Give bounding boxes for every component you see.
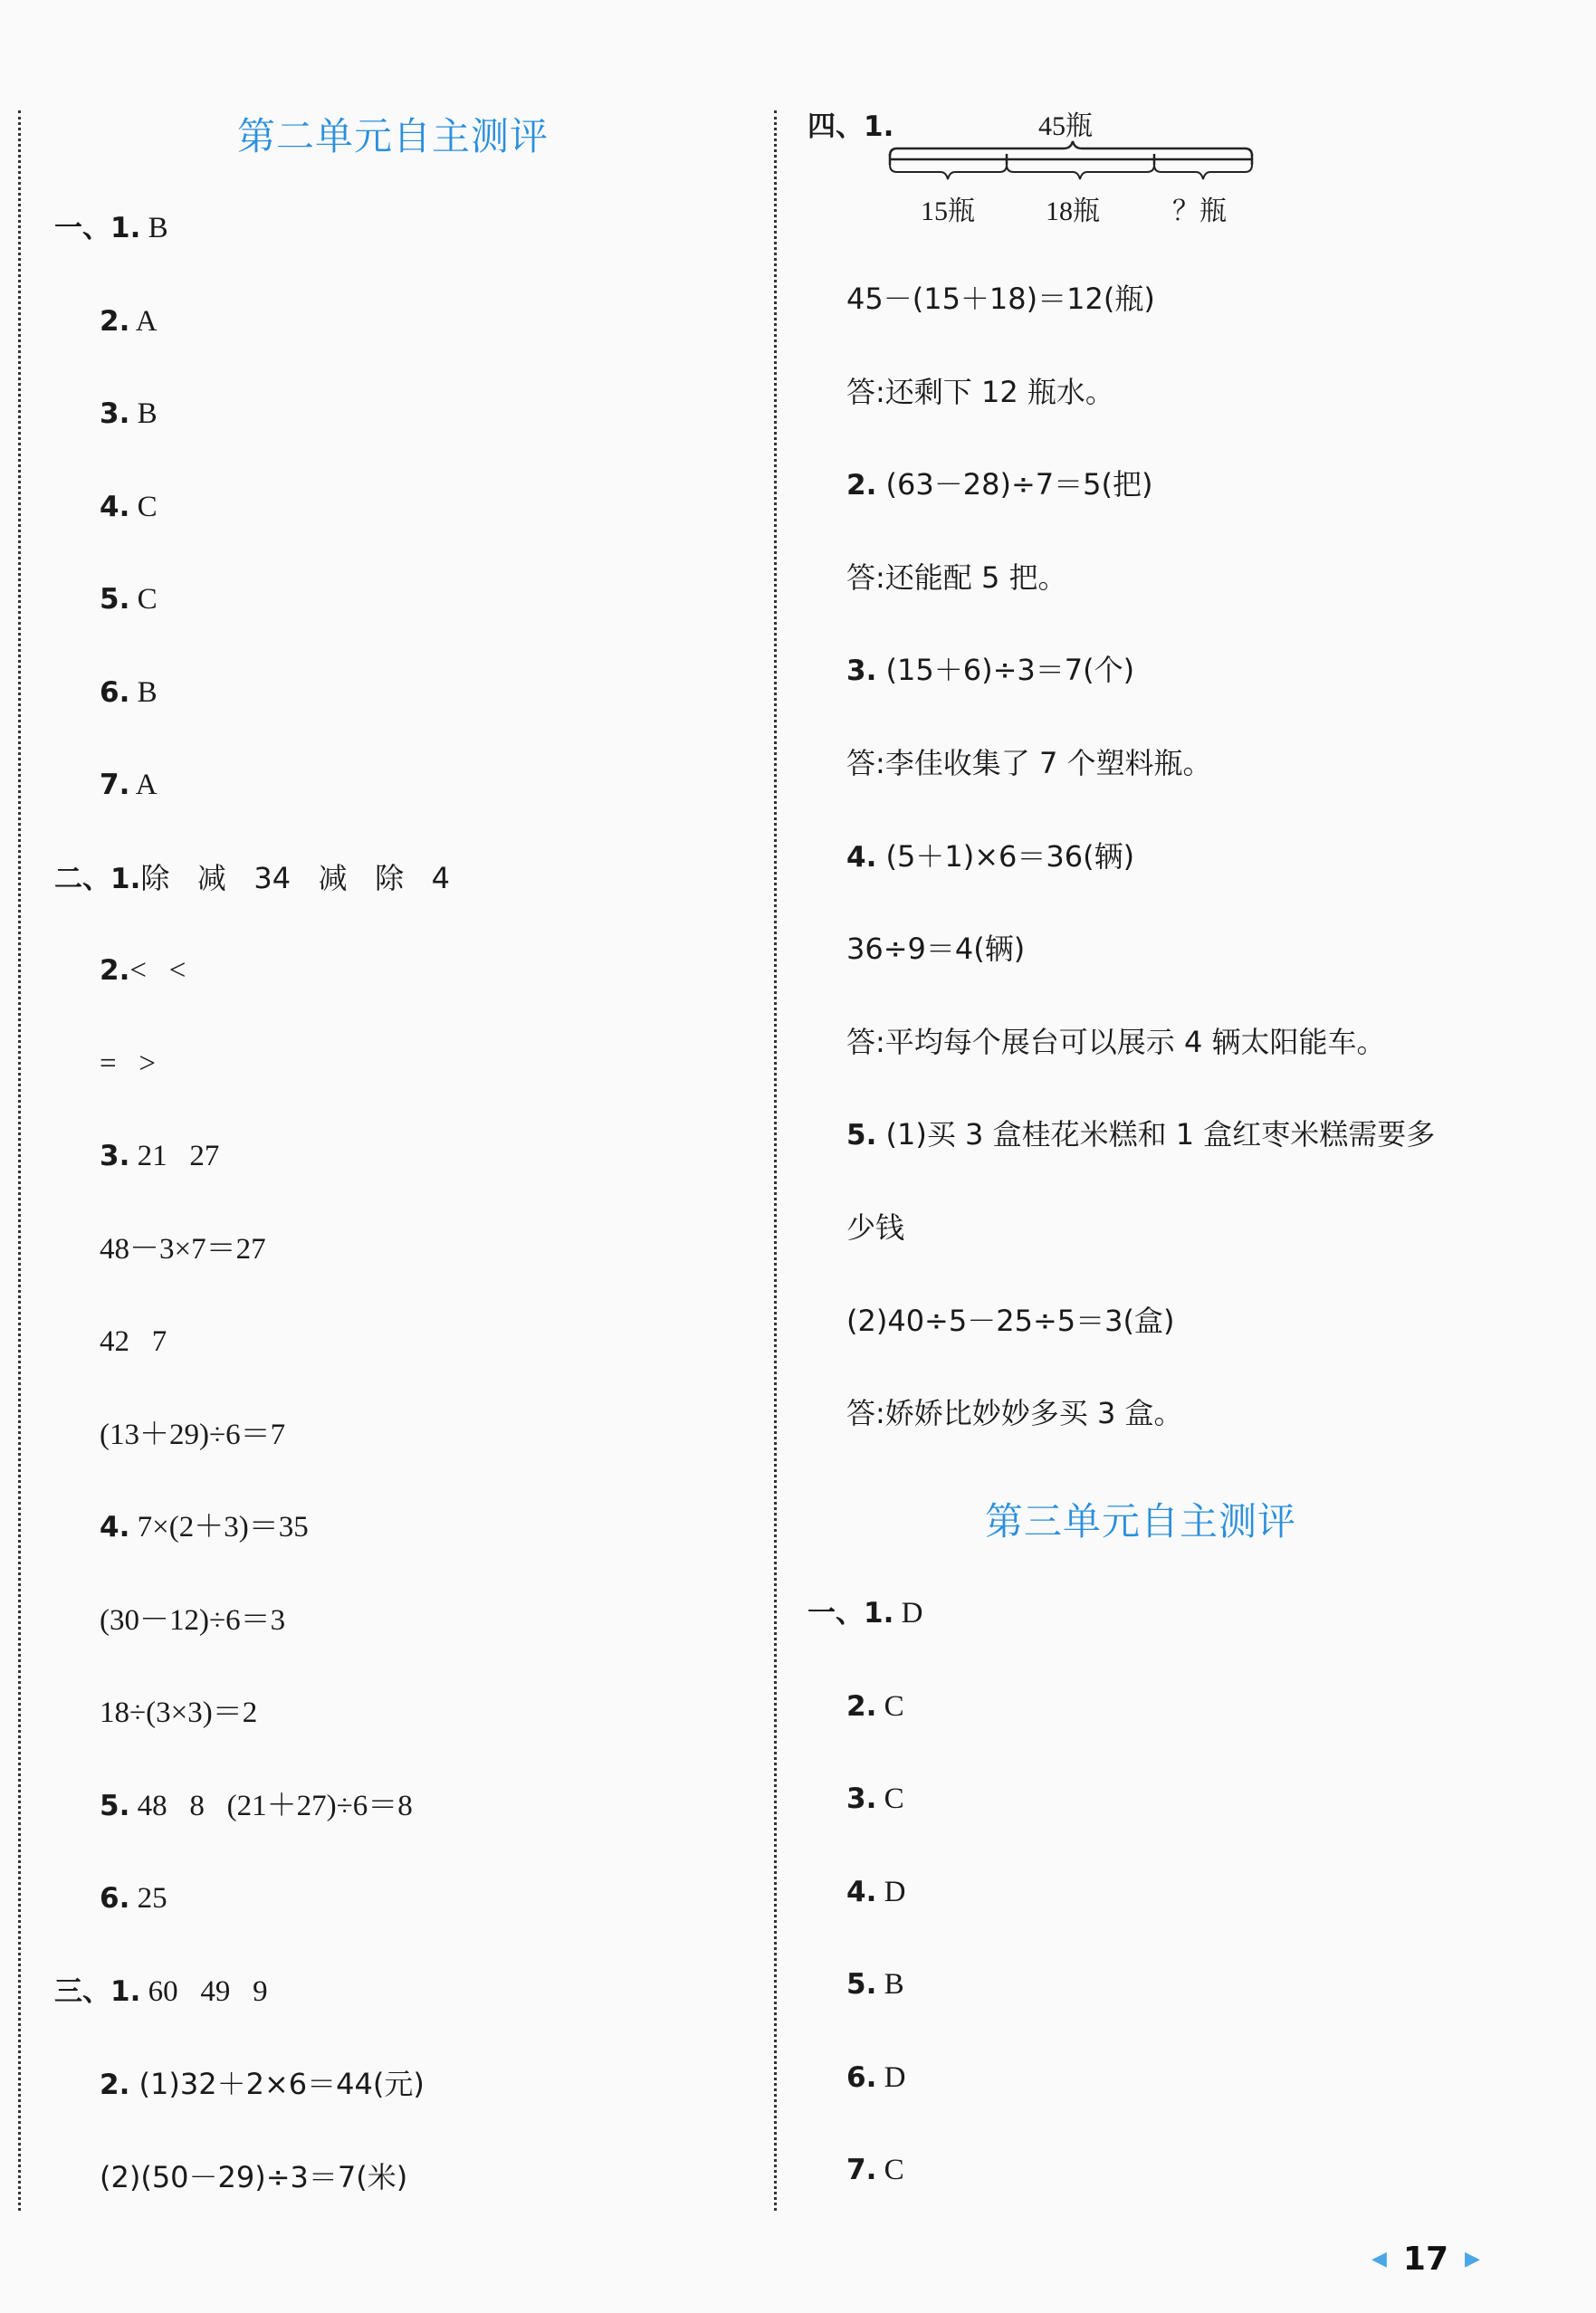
answer-text: (1)32＋2×6＝44(元) — [129, 2067, 425, 2101]
item-number: 二、1. — [54, 862, 141, 895]
answer-line — [100, 952, 186, 989]
answer-text: 21 27 — [129, 1140, 220, 1172]
answer-text: < < — [129, 954, 186, 987]
item-number: 5. — [100, 583, 130, 616]
answer-line — [846, 745, 1212, 782]
answer-line — [100, 1695, 257, 1731]
answer-line — [100, 303, 158, 339]
answer-line — [100, 581, 158, 617]
item-number: 3. — [846, 1783, 877, 1815]
answer-text: 答:还能配 5 把。 — [846, 559, 1067, 595]
answer-text: (15＋6)÷3＝7(个) — [876, 653, 1135, 688]
page-number: 17 — [1402, 2240, 1449, 2278]
item-number: 2. — [100, 2069, 130, 2101]
answer-line — [100, 1324, 167, 1360]
item-number: 7. — [846, 2154, 877, 2186]
answer-line — [846, 281, 1155, 318]
triangle-right-icon: ▶ — [1465, 2247, 1480, 2270]
answer-text: A — [129, 304, 158, 338]
item-number: 4. — [846, 840, 877, 874]
item-number: 3. — [100, 1140, 130, 1172]
answer-line — [846, 1966, 904, 2002]
answer-line — [100, 674, 158, 711]
answer-line — [100, 1046, 156, 1082]
answer-line — [54, 860, 450, 897]
answer-text: 少钱 — [846, 1210, 905, 1245]
answer-line — [846, 1395, 1183, 1432]
answer-text: 25 — [129, 1882, 167, 1915]
section-label-four: 四、1. — [808, 110, 894, 143]
answer-text: C — [876, 2154, 904, 2186]
answer-text: C — [876, 1689, 904, 1723]
item-number: 4. — [100, 490, 130, 523]
answer-text: B — [876, 1968, 904, 2001]
answer-text: 答:平均每个展台可以展示 4 辆太阳能车。 — [846, 1024, 1386, 1059]
answer-line — [846, 652, 1134, 689]
answer-text: (2)40÷5－25÷5＝3(盒) — [846, 1303, 1175, 1338]
answer-line — [100, 2066, 425, 2103]
page-number-bar — [1371, 2236, 1480, 2281]
answer-text: B — [129, 675, 158, 709]
answer-line — [100, 2159, 407, 2196]
item-number: 5. — [846, 1968, 877, 2001]
answer-line — [54, 1974, 268, 2010]
item-number: 2. — [846, 469, 877, 502]
answer-text: C — [129, 583, 158, 616]
answer-line — [846, 1781, 904, 1817]
item-number: 4. — [100, 1511, 130, 1544]
answer-text: (63－28)÷7＝5(把) — [876, 467, 1153, 502]
item-number: 7. — [100, 769, 130, 801]
diagram-total-label: 45瓶 — [1038, 111, 1093, 141]
answer-line — [100, 1880, 167, 1916]
answer-line — [846, 931, 1025, 968]
answer-text: 48－3×7＝27 — [100, 1232, 266, 1266]
answer-line — [100, 1231, 266, 1267]
answer-text: D — [876, 2060, 906, 2094]
answer-text: 48 8 (21＋27)÷6＝8 — [129, 1789, 413, 1822]
answer-line — [846, 1303, 1174, 1340]
answer-text: 45－(15＋18)＝12(瓶) — [846, 282, 1155, 316]
answer-text: (5＋1)×6＝36(辆) — [876, 838, 1135, 874]
answer-text: 42 7 — [100, 1325, 167, 1358]
answer-line — [808, 1595, 922, 1631]
answer-line — [100, 1417, 285, 1453]
answer-text: (30－12)÷6＝3 — [100, 1603, 286, 1637]
triangle-left-icon: ◀ — [1371, 2247, 1387, 2270]
answer-line — [846, 1688, 904, 1725]
answer-line — [100, 1788, 413, 1824]
answer-text: 7×(2＋3)＝35 — [129, 1511, 309, 1544]
item-number: 5. — [100, 1789, 130, 1822]
answer-text: 60 49 9 — [140, 1974, 268, 2008]
answer-text: D — [876, 1875, 906, 1908]
answer-text: D — [894, 1597, 923, 1630]
answer-text: = > — [100, 1047, 156, 1080]
answer-line — [846, 374, 1114, 411]
item-number: 6. — [100, 1882, 130, 1915]
answer-text: (13＋29)÷6＝7 — [100, 1418, 286, 1451]
answer-text: 答:娇娇比妙妙多买 3 盒。 — [846, 1396, 1183, 1431]
answer-text: C — [129, 490, 158, 523]
item-number: 三、1. — [54, 1974, 141, 2008]
item-number: 4. — [846, 1875, 877, 1908]
answer-line — [846, 559, 1067, 597]
answer-text: 答:还剩下 12 瓶水。 — [846, 374, 1114, 409]
answer-line — [100, 1602, 285, 1639]
answer-line — [846, 2152, 904, 2188]
answer-line — [100, 489, 158, 525]
section-heading-unit3: 第三单元自主测评 — [985, 1499, 1297, 1544]
answer-text: C — [876, 1783, 904, 1815]
left-dotted-border — [18, 110, 21, 2211]
item-number: 一、1. — [808, 1597, 894, 1630]
answer-text: B — [129, 397, 158, 430]
diagram-part-label: 15瓶 — [921, 196, 975, 226]
answer-line — [846, 1024, 1386, 1061]
answer-line — [846, 466, 1152, 503]
diagram-part-label: ？瓶 — [1172, 196, 1227, 226]
answer-line — [54, 210, 168, 246]
answer-text: (1)买 3 盒桂花米糕和 1 盒红枣米糕需要多 — [876, 1117, 1436, 1152]
answer-line — [100, 1138, 219, 1174]
answer-line — [846, 2060, 905, 2096]
item-number: 5. — [846, 1119, 877, 1152]
answer-text: A — [129, 769, 158, 801]
answer-text: B — [140, 212, 168, 244]
center-dotted-divider — [774, 110, 777, 2211]
answer-line — [100, 396, 158, 432]
answer-line — [846, 1209, 904, 1247]
item-number: 6. — [846, 2060, 877, 2094]
answer-line — [846, 1116, 1435, 1153]
section-heading-unit2: 第二单元自主测评 — [237, 114, 550, 158]
answer-text: 除 减 34 减 除 4 — [140, 860, 451, 895]
answer-text: 18÷(3×3)＝2 — [100, 1697, 258, 1729]
diagram-part-label: 18瓶 — [1046, 196, 1100, 226]
item-number: 3. — [846, 655, 877, 688]
item-number: 2. — [846, 1689, 877, 1723]
answer-line — [846, 1874, 905, 1910]
item-number: 一、1. — [54, 212, 141, 244]
item-number: 3. — [100, 397, 130, 430]
answer-text: 答:李佳收集了 7 个塑料瓶。 — [846, 746, 1212, 780]
item-number: 6. — [100, 675, 130, 709]
answer-line — [100, 767, 158, 803]
answer-line — [846, 838, 1134, 875]
answer-text: (2)(50－29)÷3＝7(米) — [100, 2159, 408, 2194]
item-number: 2. — [100, 954, 130, 987]
answer-text: 36÷9＝4(辆) — [846, 932, 1026, 967]
bottle-segment-diagram — [883, 101, 1267, 237]
item-number: 2. — [100, 304, 130, 338]
answer-line — [100, 1509, 309, 1545]
